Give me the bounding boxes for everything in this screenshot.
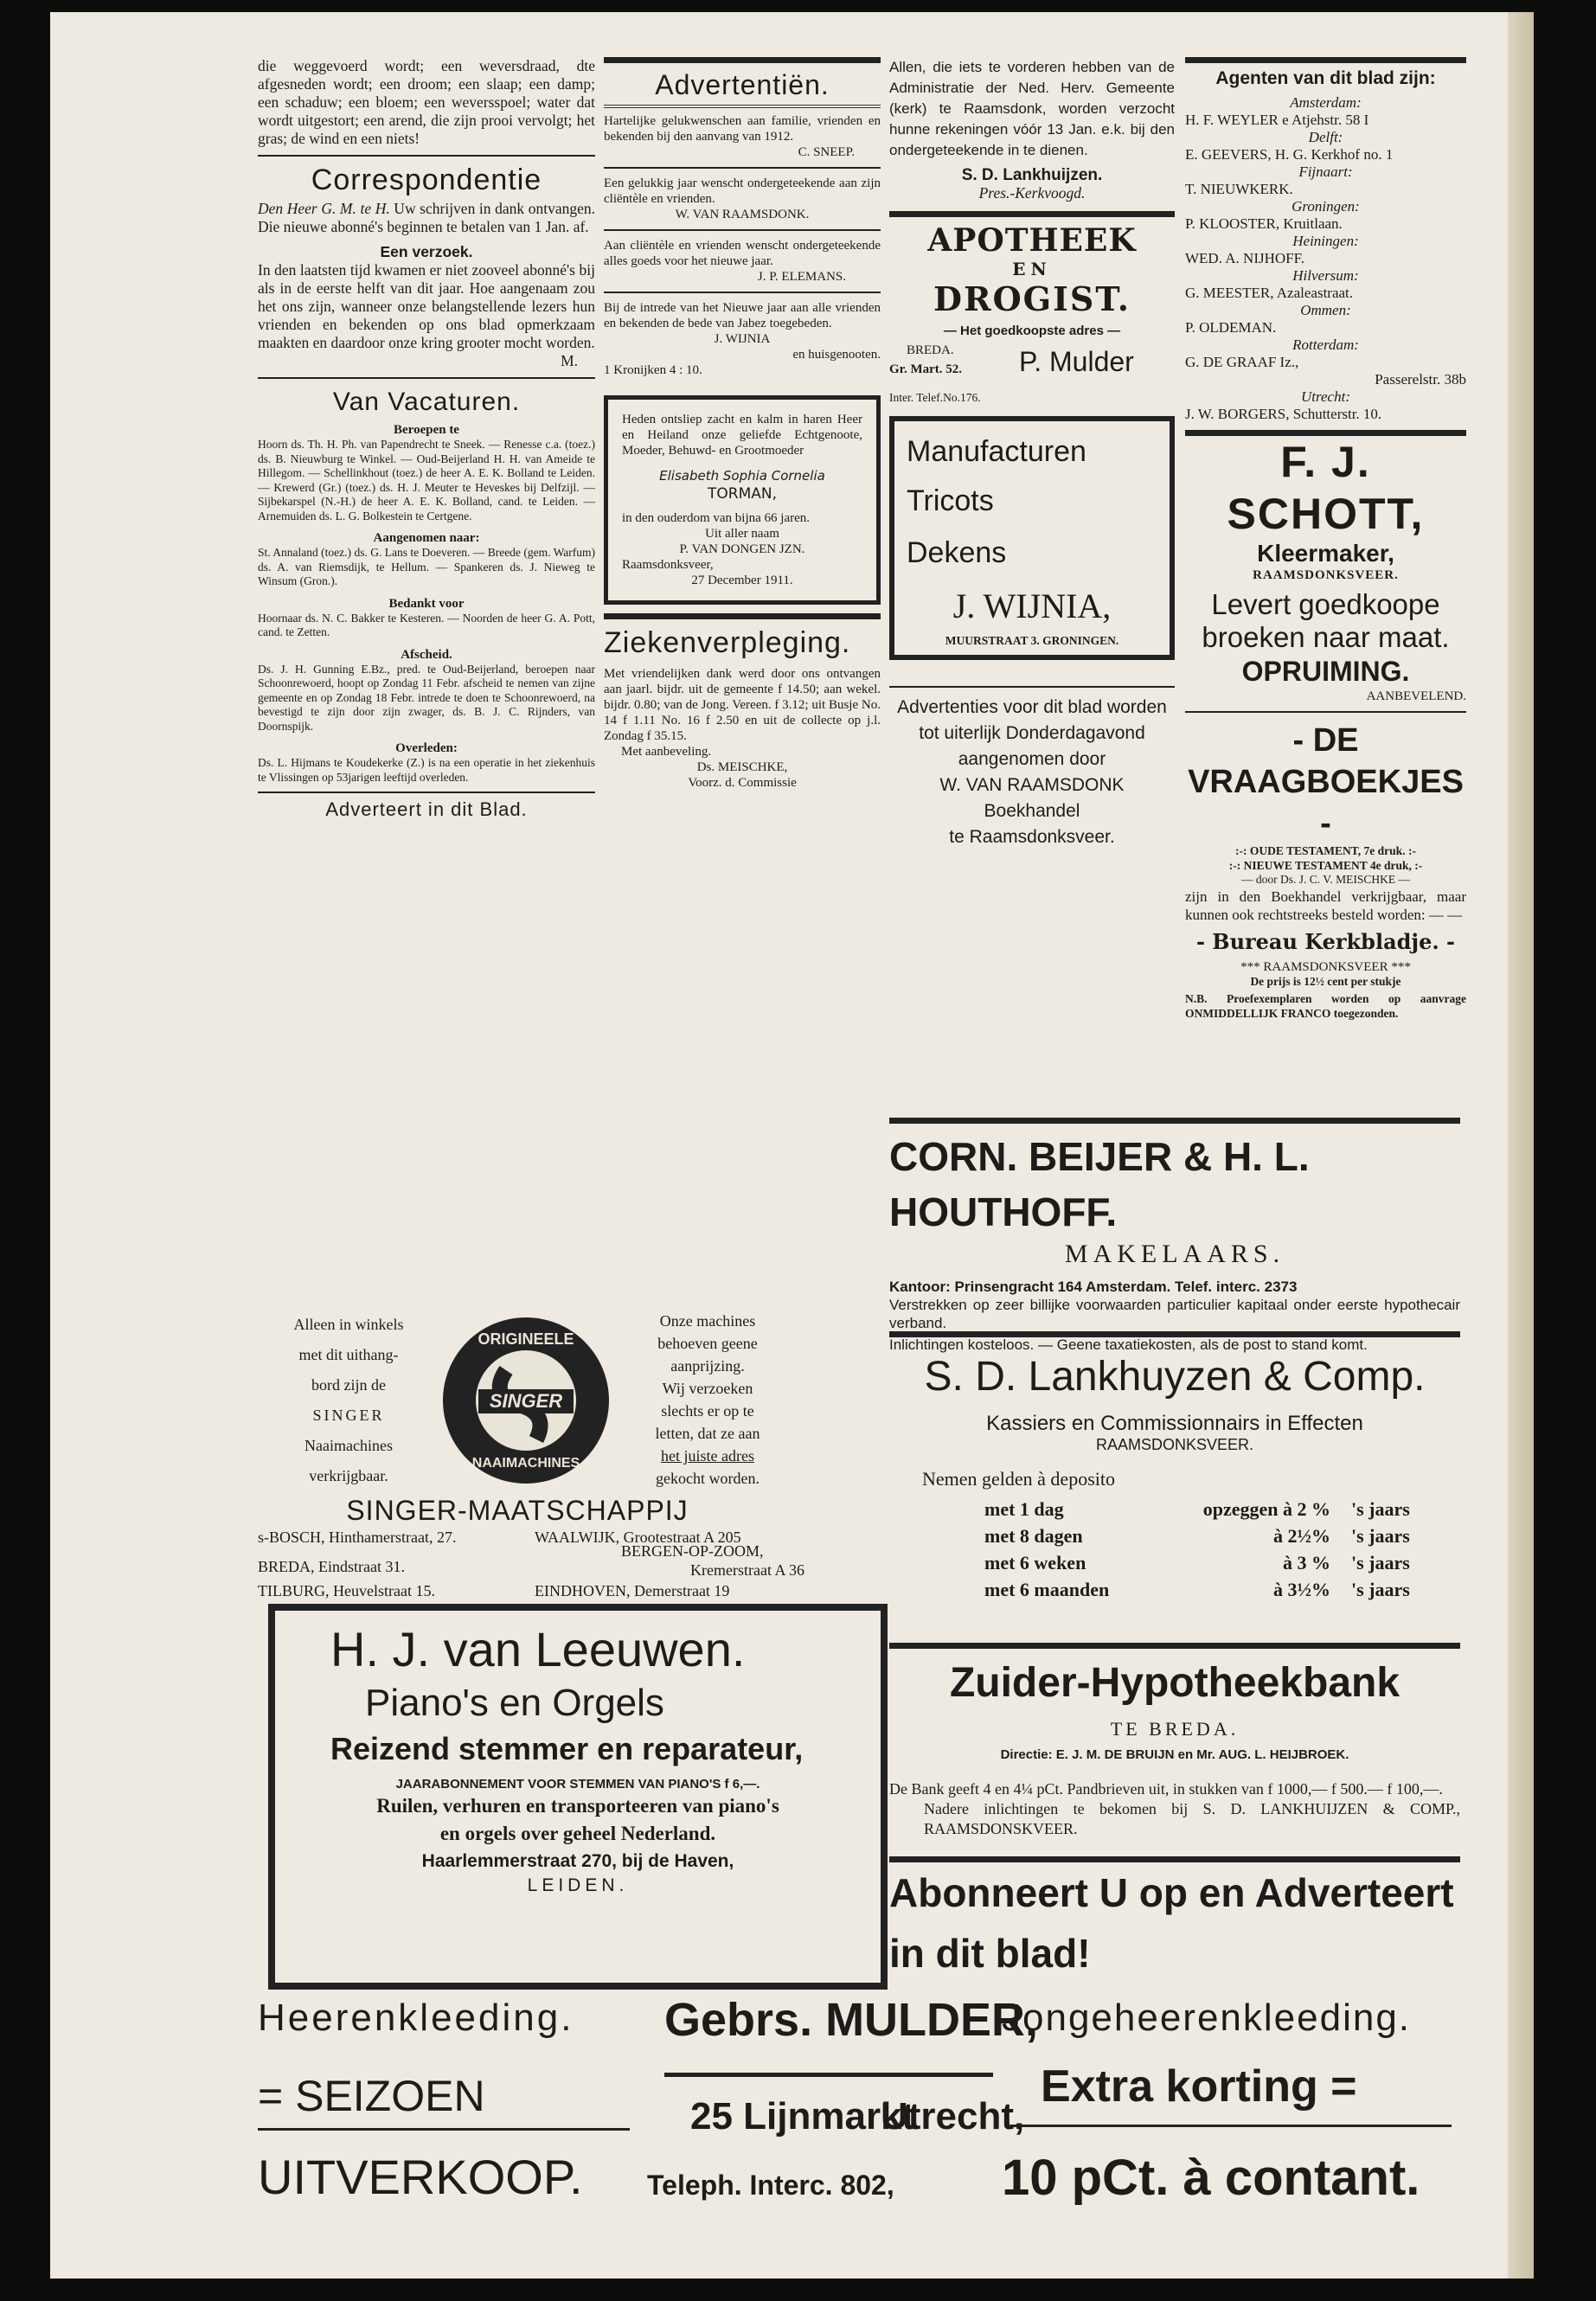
death-age: in den ouderdom van bijna 66 jaren. [622, 511, 811, 525]
singer-left-5: Naaimachines [304, 1437, 393, 1454]
adv-deadline-text: Advertenties voor dit blad worden tot uiterlijk Donderdagavond aangenomen door [897, 697, 1167, 769]
singer-right-7: het juiste adres [661, 1447, 754, 1465]
manufacturen-ad [889, 416, 1175, 661]
leeuwen-line-6: Haarlemmerstraat 270, bij de Haven, [421, 1851, 734, 1871]
leeuwen-line-3: JAARABONNEMENT VOOR STEMMEN VAN PIANO'S f 6,—. [395, 1777, 760, 1791]
death-text: Heden ontsliep zacht en kalm in haren Heer en Heiland onze geliefde Echtgenoote, Moeder, Behuwd- en Grootmoeder [622, 413, 862, 458]
agent-name: Passerelstr. 38b [1375, 371, 1466, 388]
agent-name: G. DE GRAAF Iz., [1185, 354, 1299, 370]
manu-name: J. WIJNIA, [952, 586, 1112, 625]
singer-addr-6: Kremerstraat A 36 [690, 1561, 804, 1579]
mulder-seizoen: = SEIZOEN [258, 2072, 485, 2120]
abonneert-line: Abonneert U op en Adverteert in dit blad! [889, 1870, 1454, 1976]
vb-price: De prijs is 12½ cent per stukje [1250, 974, 1401, 988]
apotheek-title: APOTHEEK [927, 222, 1137, 259]
vb-line-1: :-: OUDE TESTAMENT, 7e druk. :- [1235, 844, 1416, 857]
death-place: Raamsdonksveer, [622, 558, 714, 572]
singer-logo-top: ORIGINEELE [478, 1330, 574, 1348]
drogist-title: DROGIST. [933, 279, 1131, 318]
agent-city: Rotterdam: [1292, 336, 1359, 353]
mulder-ad [258, 1993, 1460, 2253]
vb-bureau: - Bureau Kerkbladje. - [1195, 928, 1456, 954]
agent-name: H. F. WEYLER e Atjehstr. 58 I [1185, 112, 1369, 128]
vb-line-3: — door Ds. J. C. V. MEISCHKE — [1241, 873, 1410, 886]
zv-text: Met vriendelijken dank werd door ons ontvangen aan jaarl. bijdr. uit de gemeente f 14.50; aan wekel. bijdr. 0.80; van de Jong. Vereen. f 3.12; uit Busje No. 14 f 1.11 No. 16 f 2.50 en uit de collecte op j.l. Zondag f 35.15. [604, 667, 881, 743]
verzoek-heading: Een verzoek. [380, 243, 473, 260]
ad-wijnia: Bij de intrede van het Nieuwe jaar aan alle vrienden en bekenden de bede van Jabez toegebeden. [604, 301, 881, 330]
verzoek-sign: M. [561, 352, 578, 369]
mulder-addr: 25 Lijnmarkt [690, 2095, 915, 2138]
adv-name: W. VAN RAAMSDONK [939, 775, 1125, 795]
death-name-2: TORMAN, [708, 485, 777, 503]
schott-line-2: broeken naar maat. [1202, 621, 1450, 653]
corr-text: Uw schrijven in dank ontvangen. Die nieuwe abonné's beginnen te betalen van 1 Jan. af. [258, 200, 596, 235]
lank-sub: Kassiers en Commissionnairs in Effecten [986, 1412, 1363, 1435]
manu-item-3: Dekens [907, 535, 1007, 569]
zv-sign-2: Voorz. d. Commissie [688, 776, 797, 790]
singer-addr-7: EINDHOVEN, Demerstraat 19 [535, 1582, 730, 1599]
allen-role: Pres.-Kerkvoogd. [978, 184, 1086, 202]
rate-row [984, 1549, 1460, 1576]
leeuwen-ad [268, 1604, 888, 1990]
manu-item-1: Manufacturen [907, 434, 1086, 468]
apotheek-en: EN [1012, 259, 1052, 279]
mulder-heer: Heerenkleeding. [258, 1997, 574, 2039]
lank-deposit: Nemen gelden à deposito [922, 1468, 1115, 1490]
ad-sneep-sign: C. SNEEP. [798, 145, 855, 159]
rate-cell: à 2½% [1273, 1525, 1330, 1547]
vb-place: *** RAAMSDONKSVEER *** [1240, 959, 1411, 974]
ad-elemans: Aan cliëntèle en vrienden wenscht ondergeteekende alles goeds voor het nieuwe jaar. [604, 239, 881, 268]
singer-logo-bottom: NAAIMACHINES [471, 1456, 580, 1471]
singer-right-3: aanprijzing. [670, 1357, 745, 1375]
manu-address: MUURSTRAAT 3. GRONINGEN. [945, 633, 1119, 647]
ad-wijnia-sign2: en huisgenooten. [792, 348, 881, 362]
singer-logo-mid: SINGER [489, 1390, 563, 1412]
correspondentie-heading: Correspondentie [311, 163, 542, 196]
advertentien-heading: Advertentiën. [655, 69, 830, 100]
agent-city: Fijnaart: [1298, 163, 1353, 180]
schott-line-1: Levert goedkoope [1211, 588, 1440, 620]
column-4 [1185, 57, 1466, 1021]
lank-title: S. D. Lankhuyzen & Comp. [924, 1354, 1426, 1400]
singer-addr-3: TILBURG, Heuvelstraat 15. [258, 1582, 435, 1599]
rate-row [984, 1576, 1460, 1603]
schott-place: RAAMSDONKSVEER. [1253, 568, 1399, 582]
singer-left-4: SINGER [312, 1407, 385, 1424]
aangenomen-heading: Aangenomen naar: [373, 531, 480, 545]
manu-item-2: Tricots [907, 484, 994, 517]
adv-shop: Boekhandel [984, 801, 1080, 821]
apotheek-tagline: — Het goedkoopste adres — [943, 324, 1121, 338]
agent-name: J. W. BORGERS, Schutterstr. 10. [1185, 406, 1382, 422]
intro-text: die weggevoerd wordt; een weversdraad, dte afgesneden wordt; een droom; een slaap; een damp; een schaduw; een bloem; een weversspoel; water dat wordt uitgestort; een arend, die zijn prooi vervolgt; het gras; de wind en een niets! [258, 57, 595, 147]
rate-cell: met 6 maanden [984, 1579, 1110, 1600]
agenten-heading: Agenten van dit blad zijn: [1215, 68, 1436, 88]
rate-cell: 's jaars [1351, 1552, 1410, 1574]
singer-left-3: bord zijn de [311, 1376, 386, 1394]
agent-city: Delft: [1308, 129, 1343, 145]
singer-addr-2: BREDA, Eindstraat 31. [258, 1558, 405, 1575]
singer-addr-4: WAALWIJK, Grootestraat A 205 [535, 1529, 741, 1546]
rate-cell: 's jaars [1351, 1579, 1410, 1600]
singer-addr-5: BERGEN-OP-ZOOM, [621, 1542, 764, 1560]
agent-name: T. NIEUWKERK. [1185, 181, 1293, 197]
schott-line-4: AANBEVELEND. [1366, 689, 1466, 703]
allen-sign: S. D. Lankhuijzen. [961, 166, 1103, 184]
schott-name: F. J. SCHOTT, [1227, 438, 1425, 538]
rate-cell: opzeggen à 2 % [1202, 1498, 1330, 1520]
agent-name: E. GEEVERS, H. G. Kerkhof no. 1 [1185, 146, 1394, 163]
death-sign: P. VAN DONGEN JZN. [679, 542, 805, 556]
vb-text: zijn in den Boekhandel verkrijgbaar, maar kunnen ook rechtstreeks besteld worden: — — [1185, 888, 1466, 923]
ad-raamsdonk-sign: W. VAN RAAMSDONK. [675, 208, 810, 221]
agent-city: Heiningen: [1292, 233, 1359, 249]
singer-right-5: slechts er op te [661, 1402, 754, 1420]
lank-place: RAAMSDONKSVEER. [1095, 1436, 1254, 1453]
zuider-directie: Directie: E. J. M. DE BRUIJN en Mr. AUG. L. HEIJBROEK. [1000, 1747, 1349, 1762]
lankhuyzen-ad [889, 1331, 1460, 1603]
mulder-tel: Teleph. Interc. 802, [647, 2170, 894, 2201]
singer-left-6: verkrijgbaar. [309, 1467, 388, 1484]
ad-wijnia-ref: 1 Kronijken 4 : 10. [604, 363, 702, 377]
vraagboekjes-title: - DE VRAAGBOEKJES - [1188, 722, 1464, 842]
death-name-1: Elisabeth Sophia Cornelia [659, 468, 825, 484]
leeuwen-line-4: Ruilen, verhuren en transporteeren van piano's [376, 1795, 779, 1817]
leeuwen-line-5: en orgels over geheel Nederland. [439, 1823, 716, 1844]
zuider-text-2: Nadere inlichtingen te bekomen bij S. D. LANKHUIJZEN & COMP., RAAMSDONSKVEER. [924, 1800, 1460, 1837]
agent-city: Groningen: [1292, 198, 1360, 215]
singer-right-6: letten, dat ze aan [655, 1425, 760, 1442]
mulder-pct: 10 pCt. à contant. [1002, 2150, 1420, 2206]
newspaper-page [50, 12, 1534, 2279]
agent-name: G. MEESTER, Azaleastraat. [1185, 285, 1354, 301]
singer-right-8: gekocht worden. [656, 1470, 760, 1487]
mulder-jong: Jongeheerenkleeding. [1002, 1997, 1412, 2039]
zuider-ad [889, 1643, 1460, 1984]
rate-cell: met 8 dagen [984, 1525, 1083, 1547]
overleden-text: Ds. L. Hijmans te Koudekerke (Z.) is na een operatie in het ziekenhuis te Vlissingen op 53jarigen leeftijd overleden. [258, 756, 595, 784]
agent-city: Amsterdam: [1290, 94, 1362, 111]
ad-elemans-sign: J. P. ELEMANS. [757, 270, 846, 284]
mulder-city: Utrecht, [881, 2095, 1025, 2138]
agent-city: Hilversum: [1292, 267, 1359, 284]
adverteert-line: Adverteert in dit Blad. [325, 798, 528, 820]
zuider-title: Zuider-Hypotheekbank [949, 1660, 1401, 1706]
singer-ad [258, 1310, 881, 1605]
mulder-uitverkoop: UITVERKOOP. [258, 2150, 583, 2204]
beijer-title: CORN. BEIJER & H. L. HOUTHOFF. [889, 1134, 1310, 1234]
vacaturen-heading: Van Vacaturen. [332, 388, 521, 416]
singer-left-1: Alleen in winkels [293, 1316, 404, 1333]
death-notice [604, 395, 881, 605]
leeuwen-line-2: Reizend stemmer en reparateur, [330, 1731, 804, 1766]
agent-name: P. OLDEMAN. [1185, 319, 1277, 336]
beroepen-text: Hoorn ds. Th. H. Ph. van Papendrecht te Sneek. — Renesse c.a. (toez.) ds. B. Nieuwburg te Winkel. — Oud-Beijerland H. H. van Ameide te Hillegom. — Schellinkhout (toez.) de heer A. E. K. Bolland te Leiden. — Krewerd (Gr.) (toez.) ds. H. J. Meuter te Heveskes bij Delfzijl. — Sijbekarspel (N.-H.) de heer A. E. K. Bolland, cand. te Leiden. — Arnemuiden ds. L. G. Bolkestein te Certgene. [258, 438, 595, 522]
afscheid-heading: Afscheid. [401, 647, 452, 662]
ad-raamsdonk: Een gelukkig jaar wenscht ondergeteekende aan zijn cliëntèle en vrienden. [604, 176, 881, 206]
singer-addr-1: s-BOSCH, Hinthamerstraat, 27. [258, 1529, 457, 1546]
agent-city: Utrecht: [1301, 388, 1350, 405]
aangenomen-text: St. Annaland (toez.) ds. G. Lans te Doeveren. — Breede (gem. Warfum) ds. A. van Riemsdijk, te Hellum. — Spankeren ds. J. Nieweg te Winsum (Gron.). [258, 546, 595, 587]
ziekenverpleging-heading: Ziekenverpleging. [604, 626, 851, 659]
lank-rates [889, 1496, 1460, 1603]
afscheid-text: Ds. J. H. Gunning E.Bz., pred. te Oud-Beijerland, beroepen naar Schoonrewoerd, hoopt op Zondag 11 Febr. afscheid te nemen van zijne gemeente en op Zondag 18 Febr. intrede te doen te Schoonrewoerd, na bevestigd te zijn door zijn zwager, ds. B. J. C. Rijnders, van Doornspijk. [258, 662, 595, 733]
apotheek-city: BREDA. [907, 343, 954, 357]
rate-row [984, 1522, 1460, 1549]
column-1 [258, 57, 595, 818]
singer-left-2: met dit uithang- [298, 1346, 399, 1363]
singer-right-1: Onze machines [659, 1312, 756, 1330]
mulder-extra: Extra korting = [1041, 2061, 1357, 2112]
bedankt-text: Hoornaar ds. N. C. Bakker te Kesteren. — Noorden de heer G. A. Pott, cand. te Zetten. [258, 611, 595, 638]
schott-line-3: OPRUIMING. [1241, 656, 1410, 687]
apotheek-address: Gr. Mart. 52. [889, 362, 963, 376]
beijer-text-1: Verstrekken op zeer billijke voorwaarden particulier kapitaal onder eerste hypothecair verband. [889, 1297, 1460, 1331]
leeuwen-line-1: Piano's en Orgels [365, 1682, 664, 1724]
agenten-list [1185, 94, 1466, 423]
singer-company: SINGER-MAATSCHAPPIJ [346, 1495, 689, 1526]
agent-city: Ommen: [1300, 302, 1351, 318]
rate-cell: met 1 dag [984, 1498, 1064, 1520]
rate-cell: à 3½% [1273, 1579, 1330, 1600]
apotheek-name: P. Mulder [1019, 346, 1134, 377]
zuider-place: TE BREDA. [1110, 1718, 1240, 1740]
zv-sign-1: Ds. MEISCHKE, [696, 760, 788, 774]
page-edge [1508, 12, 1534, 2279]
agent-name: WED. A. NIJHOFF. [1185, 250, 1304, 266]
rate-cell: 's jaars [1351, 1498, 1410, 1520]
singer-logo [435, 1310, 617, 1491]
death-date: 27 December 1911. [691, 574, 793, 587]
zuider-text-1: De Bank geeft 4 en 4¼ pCt. Pandbrieven uit, in stukken van f 1000,— f 500.— f 100,—. [889, 1780, 1443, 1798]
leeuwen-title: H. J. van Leeuwen. [330, 1622, 746, 1676]
adv-place: te Raamsdonksveer. [949, 827, 1115, 847]
agent-name: P. KLOOSTER, Kruitlaan. [1185, 215, 1343, 232]
vb-line-2: :-: NIEUWE TESTAMENT 4e druk, :- [1228, 858, 1423, 872]
rate-cell: à 3 % [1283, 1552, 1330, 1574]
rate-cell: met 6 weken [984, 1552, 1086, 1574]
singer-right-4: Wij verzoeken [662, 1380, 753, 1397]
ad-sneep: Hartelijke gelukwenschen aan familie, vrienden en bekenden bij den aanvang van 1912. [604, 114, 881, 144]
schott-job: Kleermaker, [1257, 540, 1394, 567]
vb-nb: N.B. Proefexemplaren worden op aanvrage ONMIDDELLIJK FRANCO toegezonden. [1185, 992, 1466, 1020]
rate-cell: 's jaars [1351, 1525, 1410, 1547]
zv-sign-0: Met aanbeveling. [621, 745, 712, 759]
beijer-ad [889, 1118, 1460, 1354]
beroepen-heading: Beroepen te [394, 423, 459, 437]
death-from: Uit aller naam [705, 527, 779, 541]
beijer-office: Kantoor: Prinsengracht 164 Amsterdam. Telef. interc. 2373 [889, 1279, 1298, 1295]
ad-wijnia-sign1: J. WIJNIA [714, 332, 771, 346]
beijer-sub: MAKELAARS. [1064, 1240, 1285, 1268]
beijer-text-2: Inlichtingen kosteloos. — Geene taxatiekosten, als de post to stand komt. [889, 1336, 1368, 1353]
mulder-name: Gebrs. MULDER, [664, 1994, 1039, 2046]
bedankt-heading: Bedankt voor [388, 596, 465, 611]
verzoek-text: In den laatsten tijd kwamen er niet zooveel abonné's bij als in de eerste helft van dit jaar. Hoe aangenaam zou het ons zijn, wanneer onze belangstellende lezers hun vrienden en bekenden op ons blad opmerkzaam maakten en daardoor onze kring grooter mocht worden. [258, 261, 595, 351]
column-3 [889, 57, 1175, 850]
apotheek-tel: Inter. Telef.No.176. [889, 391, 981, 404]
singer-right-2: behoeven geene [657, 1335, 758, 1352]
column-2 [604, 57, 881, 791]
corr-address: Den Heer G. M. te H. [258, 200, 390, 217]
rate-row [984, 1496, 1460, 1522]
leeuwen-line-7: LEIDEN. [527, 1875, 629, 1895]
overleden-heading: Overleden: [395, 741, 458, 755]
allen-text: Allen, die iets te vorderen hebben van de Administratie der Ned. Herv. Gemeente (kerk) te Raamsdonk, worden verzocht hunne rekeningen vóór 13 Jan. e.k. bij den ondergeteekende in te dienen. [889, 59, 1175, 158]
